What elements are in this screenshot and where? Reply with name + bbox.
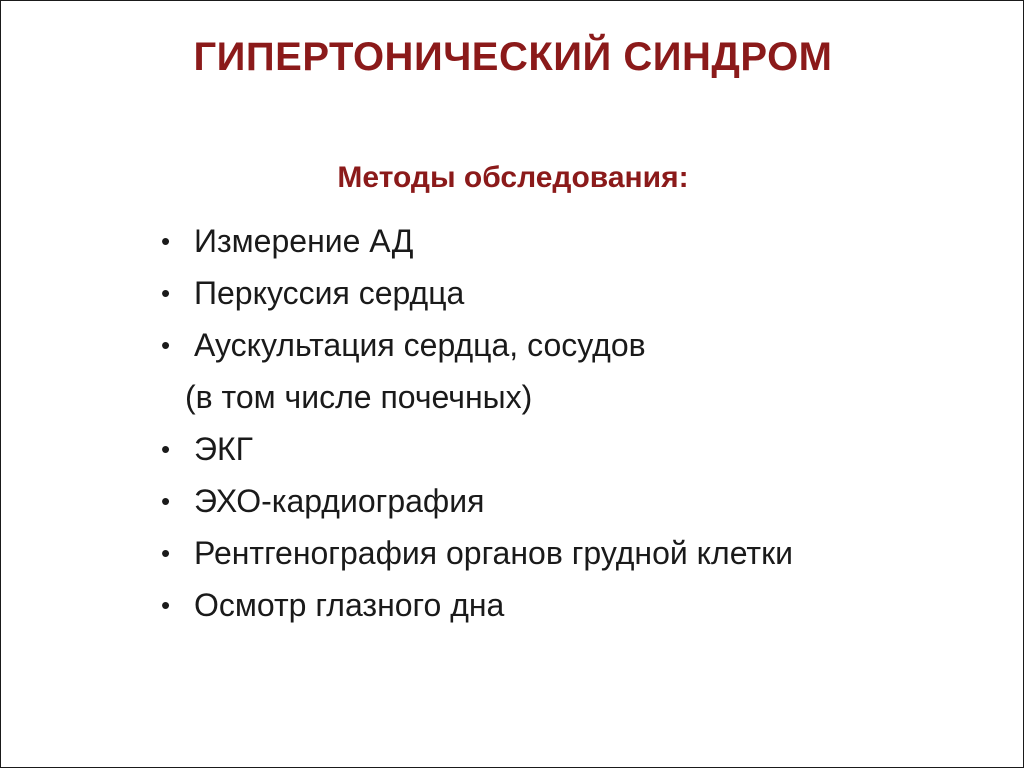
bullet-icon: • <box>161 590 171 620</box>
bullet-icon: • <box>161 330 171 360</box>
bullet-icon: • <box>161 434 171 464</box>
list-item-text: Рентгенография органов грудной клетки <box>194 535 793 571</box>
list-item-text: ЭХО-кардиография <box>194 483 485 519</box>
bullet-icon: • <box>161 278 171 308</box>
bullet-icon: • <box>161 538 171 568</box>
bullet-icon: • <box>161 226 171 256</box>
list-item-text: Осмотр глазного дна <box>194 587 505 623</box>
list-item-text: Измерение АД <box>194 223 414 259</box>
bullet-icon: • <box>161 486 171 516</box>
list-item-text: Аускультация сердца, сосудов <box>194 327 646 363</box>
slide-subtitle: Методы обследования: <box>337 161 689 194</box>
list-item-text: Перкуссия сердца <box>194 275 465 311</box>
list-item-text: ЭКГ <box>194 431 253 467</box>
slide-title: ГИПЕРТОНИЧЕСКИЙ СИНДРОМ <box>193 35 833 79</box>
list-item-text: (в том числе почечных) <box>185 379 533 415</box>
